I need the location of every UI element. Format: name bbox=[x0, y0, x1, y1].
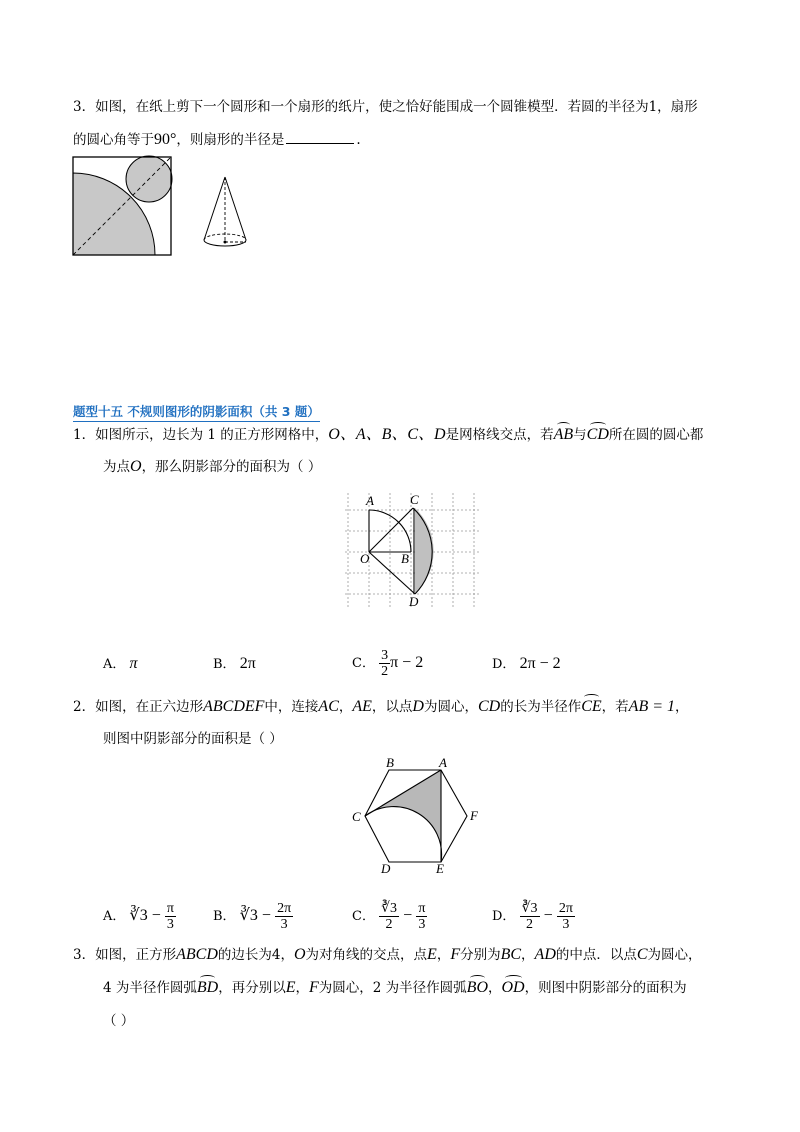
hexagon-outline bbox=[365, 770, 467, 862]
label-a: A bbox=[439, 755, 447, 770]
cone-center-dot bbox=[224, 241, 227, 244]
answer-blank bbox=[286, 129, 354, 144]
p2-option-d[interactable]: D． $\frac{∛3}{2}$ − $\frac{2\pi}{3}$ bbox=[492, 901, 573, 932]
p2-line2: 则图中阴影部分的面积是（ ） bbox=[103, 731, 283, 747]
frac-3-2: $\frac{3}{2}$ bbox=[381, 648, 389, 679]
p1-option-c[interactable]: C． $\frac{3}{2}$ π − 2 bbox=[352, 648, 424, 679]
shaded-region bbox=[365, 770, 442, 862]
p1-option-a[interactable]: A． π bbox=[103, 655, 138, 672]
square-sector-figure bbox=[72, 156, 182, 256]
seg-oc bbox=[369, 508, 413, 552]
label-b: B bbox=[386, 755, 394, 770]
label-o: O bbox=[360, 551, 370, 566]
p1-line2: 为点O，那么阴影部分的面积为（ ） bbox=[103, 458, 322, 475]
p3-line3: （ ） bbox=[103, 1013, 135, 1029]
p1-line1: 1．如图所示，边长为 1 的正方形网格中，O、A、B、C、D是网格线交点，若AB与CD所在圆的圆心都 bbox=[73, 426, 704, 443]
p1-option-d[interactable]: D． 2π − 2 bbox=[492, 655, 561, 672]
q3-top-line2: 的圆心角等于90°，则扇形的半径是 . bbox=[73, 131, 361, 148]
q3-top-line1: 3．如图，在纸上剪下一个圆形和一个扇形的纸片，使之恰好能围成一个圆锥模型．若圆的半径为1，扇形 bbox=[73, 99, 698, 115]
label-d: D bbox=[381, 861, 391, 876]
cone-figure bbox=[198, 175, 258, 255]
grid-arc-figure bbox=[345, 488, 485, 613]
label-d: D bbox=[409, 594, 419, 609]
label-b: B bbox=[401, 551, 409, 566]
p3-line1: 3．如图，正方形ABCD的边长为4，O为对角线的交点，点E，F分别为BC，AD的中点．以点C为圆心， bbox=[73, 946, 702, 963]
cone-left-edge bbox=[204, 177, 225, 240]
cone-right-edge bbox=[225, 177, 246, 240]
label-e: E bbox=[436, 861, 444, 876]
p2-option-c[interactable]: C． $\frac{∛3}{2}$ − $\frac{\pi}{3}$ bbox=[352, 901, 426, 932]
p3-line2: 4 为半径作圆弧BD，再分别以E，F为圆心，2 为半径作圆弧BO，OD，则图中阴影部分的面积为 bbox=[103, 979, 687, 996]
p1-option-b[interactable]: B． 2π bbox=[213, 655, 256, 672]
section-title: 题型十五 不规则图形的阴影面积（共 3 题） bbox=[73, 402, 320, 422]
label-c: C bbox=[410, 492, 419, 507]
label-c: C bbox=[352, 809, 361, 824]
label-a: A bbox=[366, 493, 374, 508]
p2-option-b[interactable]: B． ∛3 − $\frac{2\pi}{3}$ bbox=[213, 901, 292, 932]
p2-line1: 2．如图，在正六边形ABCDEF中，连接AC，AE，以点D为圆心，CD的长为半径作CE，若AB = 1， bbox=[73, 698, 689, 715]
hexagon-figure bbox=[350, 755, 490, 875]
label-f: F bbox=[470, 808, 478, 823]
p2-option-a[interactable]: A． ∛3 − $\frac{\pi}{3}$ bbox=[103, 901, 174, 932]
